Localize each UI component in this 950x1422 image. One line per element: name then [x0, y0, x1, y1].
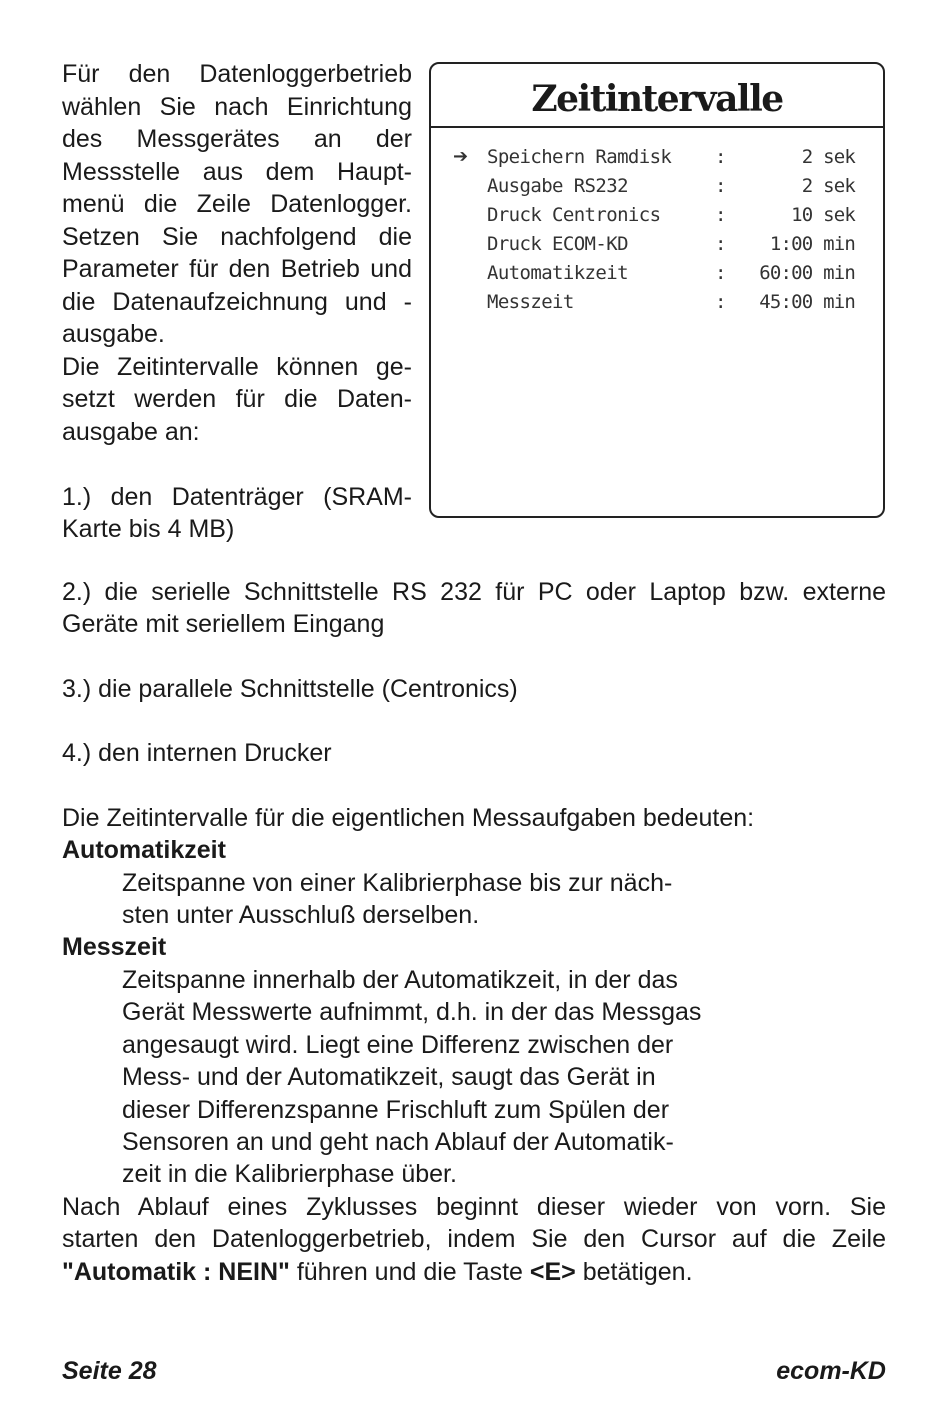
menu-row-value: 45:00 min: [759, 291, 855, 313]
product-name: ecom-KD: [776, 1357, 886, 1385]
screen-divider: [431, 126, 883, 128]
intro-line: des Messgerätes an der: [62, 125, 412, 153]
term-messzeit: Messzeit: [62, 933, 167, 961]
menu-row-label: Messzeit: [487, 291, 574, 313]
menu-row-label: Automatikzeit: [487, 262, 628, 284]
intro-line: Setzen Sie nachfolgend die: [62, 222, 412, 251]
intro-paragraph: [62, 58, 412, 448]
closing-line-3: [62, 1256, 886, 1289]
intro-line: setzt werden für die Daten-: [62, 385, 412, 413]
menu-row-colon: :: [715, 291, 727, 313]
key-e: <E>: [529, 1258, 576, 1286]
closing-line-1: Nach Ablauf eines Zyklusses beginnt dieser wieder von vorn. Sie: [62, 1193, 886, 1221]
definition-line: dieser Differenzspanne Frischluft zum Spülen der: [122, 1096, 670, 1124]
list-item-2-line-1: 2.) die serielle Schnittstelle RS 232 für PC oder Laptop bzw. externe: [62, 578, 886, 606]
list-item-3: 3.) die parallele Schnittstelle (Centronics): [62, 675, 518, 703]
definition-line: sten unter Ausschluß derselben.: [122, 901, 480, 929]
screen-title: Zeitintervalle: [531, 78, 783, 120]
menu-row-value: 1:00 min: [769, 233, 855, 255]
definitions-intro: Die Zeitintervalle für die eigentlichen Messaufgaben bedeuten:: [62, 804, 755, 832]
menu-row-druck-ecom-kd[interactable]: [431, 233, 883, 262]
intro-line: Messstelle aus dem Haupt-: [62, 157, 412, 186]
menu-row-druck-centronics[interactable]: [431, 204, 883, 233]
menu-row-colon: :: [715, 262, 727, 284]
menu-row-automatikzeit[interactable]: [431, 262, 883, 291]
term-automatikzeit: Automatikzeit: [62, 836, 226, 864]
definition-line: Zeitspanne von einer Kalibrierphase bis zur näch-: [122, 869, 673, 897]
page-number: Seite 28: [62, 1357, 157, 1385]
intro-line: Die Zeitintervalle können ge-: [62, 352, 412, 381]
intro-line: die Datenaufzeichnung und -: [62, 287, 412, 316]
menu-row-label: Speichern Ramdisk: [487, 146, 672, 168]
menu-row-colon: :: [715, 146, 727, 168]
list-item-4: 4.) den internen Drucker: [62, 739, 332, 767]
menu-row-value: 10 sek: [791, 204, 855, 226]
menu-row-messzeit[interactable]: [431, 291, 883, 320]
menu-row-colon: :: [715, 175, 727, 197]
menu-row-label: Druck Centronics: [487, 204, 661, 226]
menu-row-ausgabe-rs232[interactable]: [431, 175, 883, 204]
right-arrow-icon: ➔: [453, 146, 469, 167]
intro-line: Für den Datenloggerbetrieb: [62, 60, 412, 88]
device-screen: [429, 62, 885, 518]
definition-line: Gerät Messwerte aufnimmt, d.h. in der das Messgas: [122, 998, 702, 1026]
definition-line: zeit in die Kalibrierphase über.: [122, 1160, 457, 1188]
list-item-1-line-2: Karte bis 4 MB): [62, 515, 235, 543]
menu-row-value: 2 sek: [801, 146, 855, 168]
menu-row-label: Druck ECOM-KD: [487, 233, 628, 255]
closing-line-2: starten den Datenloggerbetrieb, indem Sie den Cursor auf die Zeile: [62, 1225, 886, 1253]
intro-line: Parameter für den Betrieb und: [62, 255, 412, 283]
closing-text: betätigen.: [575, 1258, 693, 1286]
intro-line: menü die Zeile Datenlogger.: [62, 190, 412, 218]
definition-line: angesaugt wird. Liegt eine Differenz zwischen der: [122, 1031, 674, 1059]
menu-row-value: 60:00 min: [759, 262, 855, 284]
intro-line: ausgabe.: [62, 320, 165, 348]
definition-line: Zeitspanne innerhalb der Automatikzeit, in der das: [122, 966, 678, 994]
menu-row-colon: :: [715, 233, 727, 255]
menu-row-value: 2 sek: [801, 175, 855, 197]
definition-line: Sensoren an und geht nach Ablauf der Automatik-: [122, 1128, 674, 1156]
menu-row-speichern-ramdisk[interactable]: [431, 146, 883, 175]
menu-row-label: Ausgabe RS232: [487, 175, 628, 197]
list-item-2-line-2: Geräte mit seriellem Eingang: [62, 610, 385, 638]
intro-line: wählen Sie nach Einrichtung: [62, 92, 412, 121]
closing-text: führen und die Taste: [289, 1258, 530, 1286]
command-automatik-nein: "Automatik : NEIN": [62, 1258, 290, 1286]
definition-line: Mess- und der Automatikzeit, saugt das Gerät in: [122, 1063, 656, 1091]
menu-row-colon: :: [715, 204, 727, 226]
list-item-1-line-1: 1.) den Datenträger (SRAM-: [62, 483, 412, 511]
intro-line: ausgabe an:: [62, 417, 200, 446]
